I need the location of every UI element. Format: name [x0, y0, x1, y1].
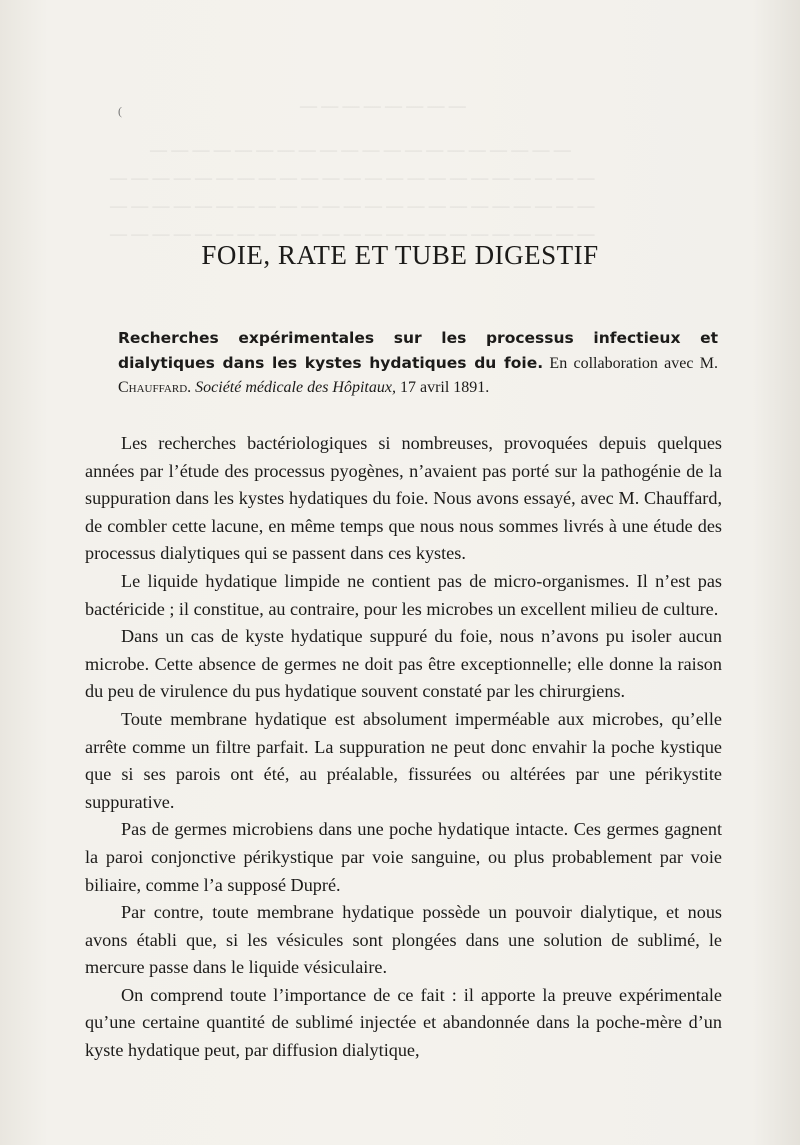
section-title: FOIE, RATE ET TUBE DIGESTIF: [201, 240, 599, 270]
bleed-through-line: — — — — — — — — — — — — — — — — — — — — — — —: [110, 224, 595, 243]
bleed-through-line: — — — — — — — — — — — — — — — — — — — — — — —: [110, 196, 595, 215]
entry-collaborator: Chauffard: [118, 379, 188, 396]
paragraph: Les recherches bactériologiques si nombreuses, provoquées depuis quelques années par l’étude des processus pyogènes, n’avaient pas porté sur la pathogénie de la suppuration dans les kystes hydatiques du foie. Nous avons essayé, avec M. Chauffard, de combler cette lacune, en même temps que nous nous sommes livrés à une étude des processus dialytiques qui se passent dans ces kystes.: [85, 433, 722, 564]
bleed-through-line: — — — — — — — — — — — — — — — — — — — —: [150, 140, 571, 159]
bleed-through-line: — — — — — — — — — — — — — — — — — — — — — — —: [110, 168, 595, 187]
entry-date: 17 avril 1891.: [395, 379, 490, 396]
bleed-through-line: — — — — — — — —: [300, 96, 466, 115]
paragraph: Pas de germes microbiens dans une poche hydatique intacte. Ces germes gagnent la paroi conjonctive périkystique par voie sanguine, ou plus probablement par voie biliaire, comme l’a supposé Dupré.: [85, 819, 722, 895]
entry-collaboration-end: .: [187, 379, 192, 396]
paragraph: Dans un cas de kyste hydatique suppuré du foie, nous n’avons pu isoler aucun microbe. Cette absence de germes ne doit pas être exceptionnelle; elle donne la raison du peu de virulence du pus hydatique souvent constaté par les chirurgiens.: [85, 626, 722, 702]
body-text: [85, 430, 722, 1065]
bibliographic-entry: [118, 326, 718, 400]
paragraph: Par contre, toute membrane hydatique possède un pouvoir dialytique, et nous avons établi que, si les vésicules sont plongées dans une solution de sublimé, le mercure passe dans le liquide vésiculaire.: [85, 902, 722, 978]
page-mark: (: [118, 104, 122, 118]
entry-collaboration: En collaboration avec M.: [543, 355, 718, 372]
paragraph: Le liquide hydatique limpide ne contient pas de micro-organismes. Il n’est pas bactéricide ; il constitue, au contraire, pour les microbes un excellent milieu de culture.: [85, 570, 722, 619]
entry-journal: Société médicale des Hôpitaux,: [195, 379, 396, 396]
paragraph: On comprend toute l’importance de ce fait : il apporte la preuve expérimentale qu’une certaine quantité de sublimé injectée et abandonnée dans la poche-mère d’un kyste hydatique peut, par diffusion dialytique,: [85, 984, 722, 1061]
paragraph: Toute membrane hydatique est absolument imperméable aux microbes, qu’elle arrête comme un filtre parfait. La suppuration ne peut donc envahir la poche kystique que si ses parois ont été, au préalable, fissurées ou altérées par une périkystite suppurative.: [85, 708, 722, 812]
entry-title: Recherches expérimentales sur les processus infectieux et dialytiques dans les kystes hydatiques du foie.: [118, 329, 718, 372]
